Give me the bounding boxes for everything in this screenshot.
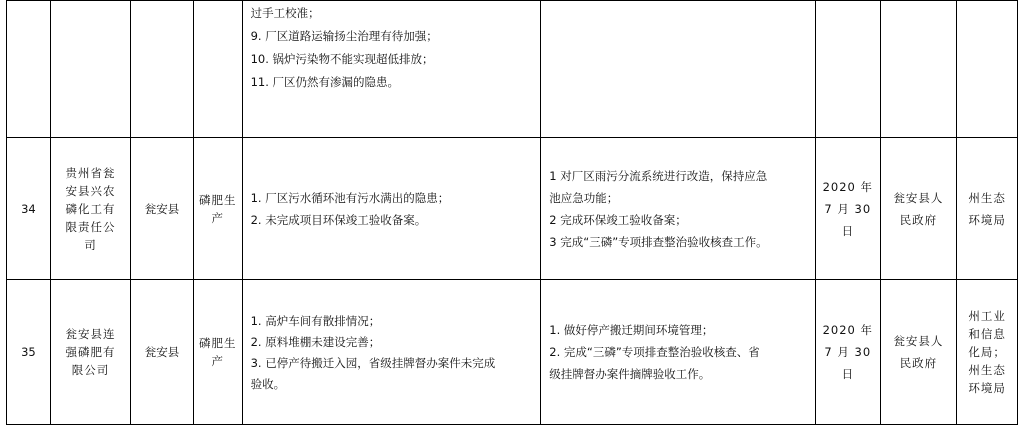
deadline-cell bbox=[815, 280, 880, 425]
deadline-line: 7 月 30 bbox=[824, 345, 872, 359]
deadline-cell bbox=[815, 1, 880, 138]
supervisor-line: 州生态 bbox=[968, 363, 1006, 377]
measure-line: 3 完成“三磷”专项排查整治验收核查工作。 bbox=[549, 234, 768, 249]
problem-line: 1. 厂区污水循环池有污水满出的隐患； bbox=[250, 190, 450, 205]
company-cell bbox=[50, 138, 130, 280]
industry-cell bbox=[193, 1, 242, 138]
company-name-line: 司 bbox=[84, 237, 97, 252]
problem-line: 过手工校准； bbox=[250, 6, 320, 20]
measure-line: 2. 完成“三磷”专项排查整治验收核查、省 bbox=[549, 345, 760, 359]
measures-cell bbox=[541, 1, 816, 138]
problem-line: 2. 未完成项目环保竣工验收备案。 bbox=[250, 212, 427, 227]
problem-line: 9. 厂区道路运输扬尘治理有待加强； bbox=[250, 29, 438, 43]
responsible-line: 民政府 bbox=[899, 212, 938, 227]
company-cell bbox=[50, 280, 130, 425]
table-row-continued bbox=[7, 1, 1018, 138]
row-number-cell: 34 bbox=[7, 138, 51, 280]
supervisor-line: 州工业 bbox=[968, 309, 1006, 323]
county-cell: 瓮安县 bbox=[131, 280, 194, 425]
responsible-line: 瓮安县人 bbox=[893, 190, 944, 205]
supervisor-line: 和信息 bbox=[968, 327, 1006, 341]
supervising-unit-cell bbox=[957, 138, 1018, 280]
measure-line: 池应急功能； bbox=[549, 190, 619, 205]
deadline-line: 日 bbox=[841, 223, 855, 238]
responsible-unit-cell bbox=[880, 1, 957, 138]
supervising-unit-cell bbox=[957, 1, 1018, 138]
industry-cell bbox=[193, 138, 242, 280]
deadline-cell bbox=[815, 138, 880, 280]
row-number-cell bbox=[7, 1, 51, 138]
company-name-line: 磷化工有 bbox=[65, 201, 116, 216]
industry-line: 磷肥生 bbox=[198, 192, 237, 207]
company-name-line: 瓮安县连 bbox=[65, 327, 116, 341]
responsible-unit-cell bbox=[880, 280, 957, 425]
supervisor-line: 环境局 bbox=[968, 212, 1006, 227]
row-number-cell: 35 bbox=[7, 280, 51, 425]
table-row bbox=[7, 138, 1018, 280]
company-name-line: 限公司 bbox=[71, 363, 110, 377]
rectification-table bbox=[6, 0, 1018, 425]
industry-line: 磷肥生 bbox=[198, 336, 237, 350]
measure-line: 级挂牌督办案件摘牌验收工作。 bbox=[549, 367, 711, 381]
problem-line: 1. 高炉车间有散排情况； bbox=[250, 313, 381, 328]
responsible-unit-cell bbox=[880, 138, 957, 280]
supervising-unit-cell bbox=[957, 280, 1018, 425]
problems-cell bbox=[242, 138, 541, 280]
responsible-line: 民政府 bbox=[899, 356, 938, 370]
company-name-line: 限责任公 bbox=[65, 219, 116, 234]
measure-line: 2 完成环保竣工验收备案； bbox=[549, 212, 687, 227]
supervisor-line: 环境局 bbox=[968, 381, 1006, 395]
problem-line: 11. 厂区仍然有渗漏的隐患。 bbox=[250, 75, 400, 89]
measure-line: 1. 做好停产搬迁期间环境管理； bbox=[549, 323, 714, 337]
supervisor-line: 化局； bbox=[968, 345, 1006, 359]
problem-line: 10. 锅炉污染物不能实现超低排放； bbox=[250, 52, 434, 66]
deadline-line: 日 bbox=[841, 367, 855, 381]
company-name-line: 强磷肥有 bbox=[65, 345, 116, 359]
measure-line: 1 对厂区雨污分流系统进行改造，保持应急 bbox=[549, 168, 768, 183]
county-cell: 瓮安县 bbox=[131, 138, 194, 280]
industry-line: 产 bbox=[211, 354, 224, 368]
company-name-line: 安县兴农 bbox=[65, 183, 116, 198]
industry-line: 产 bbox=[211, 210, 224, 225]
measures-cell bbox=[541, 280, 816, 425]
problem-line: 验收。 bbox=[250, 376, 286, 391]
problems-cell bbox=[242, 280, 541, 425]
deadline-line: 2020 年 bbox=[822, 323, 874, 337]
responsible-line: 瓮安县人 bbox=[893, 334, 944, 348]
county-cell bbox=[131, 1, 194, 138]
measures-cell bbox=[541, 138, 816, 280]
problems-cell bbox=[242, 1, 541, 138]
deadline-line: 7 月 30 bbox=[824, 201, 872, 216]
company-name-line: 贵州省瓮 bbox=[65, 165, 116, 180]
problem-line: 2. 原料堆棚未建设完善； bbox=[250, 334, 381, 349]
deadline-line: 2020 年 bbox=[822, 179, 874, 194]
table-row bbox=[7, 280, 1018, 425]
industry-cell bbox=[193, 280, 242, 425]
problem-line: 3. 已停产待搬迁入园，省级挂牌督办案件未完成 bbox=[250, 355, 496, 370]
company-cell bbox=[50, 1, 130, 138]
supervisor-line: 州生态 bbox=[968, 190, 1006, 205]
